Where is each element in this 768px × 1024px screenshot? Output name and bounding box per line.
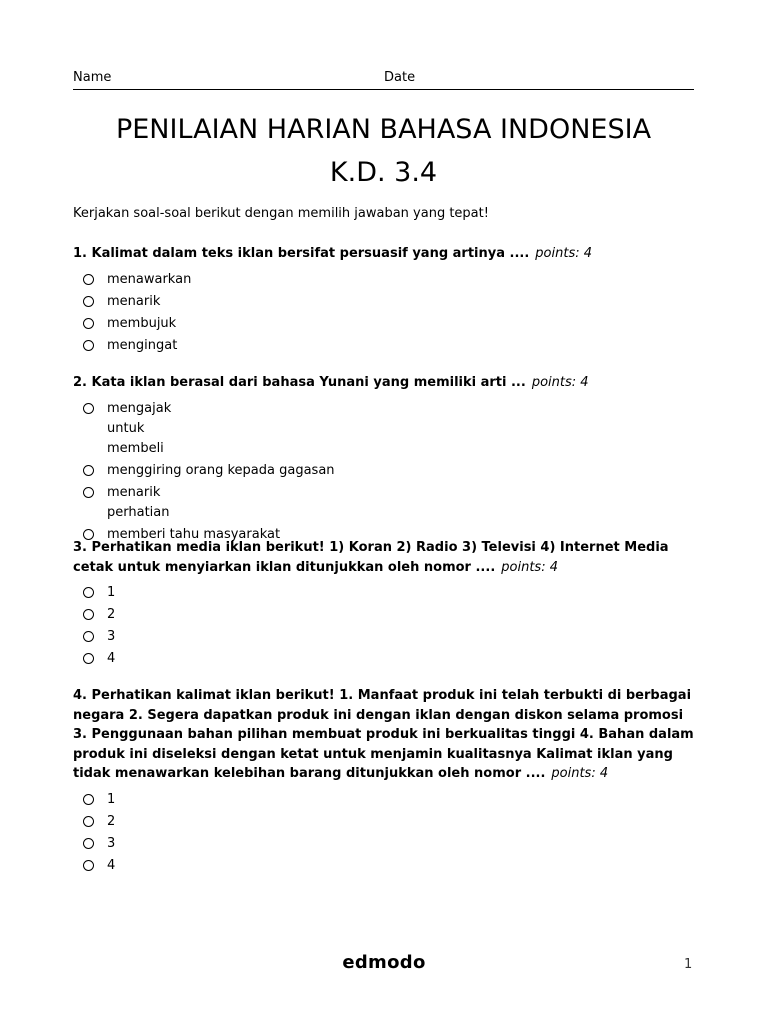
option-label: memberi tahu masyarakat	[107, 526, 281, 542]
option-label: menarik	[107, 293, 161, 309]
name-label: Name	[73, 70, 112, 85]
options-list	[73, 270, 694, 356]
radio-circle-icon[interactable]	[83, 794, 94, 805]
question-text: 1. Kalimat dalam teks iklan bersifat persuasif yang artinya .... points: 4	[73, 246, 593, 261]
radio-circle-icon[interactable]	[83, 860, 94, 871]
radio-circle-icon[interactable]	[83, 296, 94, 307]
edmodo-logo: edmodo	[342, 952, 426, 973]
radio-circle-icon[interactable]	[83, 631, 94, 642]
option-radio[interactable]	[73, 461, 694, 481]
radio-circle-icon[interactable]	[83, 403, 94, 414]
option-radio[interactable]	[73, 790, 694, 810]
option-radio[interactable]	[73, 399, 694, 459]
option-radio[interactable]	[73, 649, 694, 669]
points-label: points: 4	[551, 766, 609, 781]
question-text: 2. Kata iklan berasal dari bahasa Yunani yang memiliki arti ... points: 4	[73, 375, 589, 390]
option-label: menarik perhatian	[107, 484, 170, 520]
option-radio[interactable]	[73, 336, 694, 356]
option-label: menawarkan	[107, 271, 192, 287]
option-label: 1	[107, 791, 116, 807]
option-radio[interactable]	[73, 483, 694, 523]
title-line-2: K.D. 3.4	[329, 157, 438, 188]
option-label: 3	[107, 835, 116, 851]
option-label: 2	[107, 813, 116, 829]
option-label: 4	[107, 651, 116, 666]
page-title	[73, 108, 694, 194]
option-label: mengingat	[107, 337, 178, 353]
radio-circle-icon[interactable]	[83, 487, 94, 498]
radio-circle-icon[interactable]	[83, 274, 94, 285]
page-number: 1	[684, 957, 693, 972]
question-3	[73, 538, 694, 671]
date-label: Date	[384, 70, 416, 85]
points-label: points: 4	[501, 559, 558, 575]
radio-circle-icon[interactable]	[83, 465, 94, 476]
option-radio[interactable]	[73, 292, 694, 312]
radio-circle-icon[interactable]	[83, 816, 94, 827]
option-radio[interactable]	[73, 605, 694, 625]
option-label: menggiring orang kepada gagasan	[107, 462, 335, 478]
option-label: membujuk	[107, 315, 177, 331]
header-row	[73, 70, 694, 90]
question-1	[73, 244, 694, 358]
option-label: 3	[107, 629, 116, 644]
options-list	[73, 399, 694, 545]
option-radio[interactable]	[73, 270, 694, 290]
option-label: 2	[107, 607, 116, 622]
radio-circle-icon[interactable]	[83, 838, 94, 849]
instruction-text: Kerjakan soal-soal berikut dengan memilih jawaban yang tepat!	[73, 206, 489, 221]
options-list	[73, 790, 694, 876]
points-label: points: 4	[531, 375, 589, 390]
radio-circle-icon[interactable]	[83, 318, 94, 329]
option-label: 4	[107, 857, 116, 873]
option-radio[interactable]	[73, 583, 694, 603]
option-radio[interactable]	[73, 627, 694, 647]
question-text: 4. Perhatikan kalimat iklan berikut! 1. Manfaat produk ini telah terbukti di berbagai negara 2. Segera dapatkan produk ini dengan iklan dengan diskon selama promosi 3. Penggunaan bahan pilihan membuat produk ini berkualitas tinggi 4. Bahan dalam produk ini diseleksi dengan ketat untuk menjamin kualitasnya Kalimat iklan yang tidak menawarkan kelebihan barang ditunjukkan oleh nomor .... points: 4	[73, 688, 694, 781]
option-label: 1	[107, 585, 116, 600]
options-list	[73, 583, 694, 669]
radio-circle-icon[interactable]	[83, 653, 94, 664]
radio-circle-icon[interactable]	[83, 340, 94, 351]
question-2	[73, 373, 694, 547]
option-radio[interactable]	[73, 856, 694, 876]
radio-circle-icon[interactable]	[83, 609, 94, 620]
option-label: mengajak untuk membeli	[107, 400, 172, 456]
question-4	[73, 686, 694, 878]
option-radio[interactable]	[73, 834, 694, 854]
option-radio[interactable]	[73, 812, 694, 832]
radio-circle-icon[interactable]	[83, 587, 94, 598]
title-line-1: PENILAIAN HARIAN BAHASA INDONESIA	[115, 114, 652, 145]
option-radio[interactable]	[73, 314, 694, 334]
points-label: points: 4	[535, 246, 593, 261]
question-text: 3. Perhatikan media iklan berikut! 1) Koran 2) Radio 3) Televisi 4) Internet Media cetak untuk menyiarkan iklan ditunjukkan oleh nomor .... points: 4	[73, 540, 669, 575]
